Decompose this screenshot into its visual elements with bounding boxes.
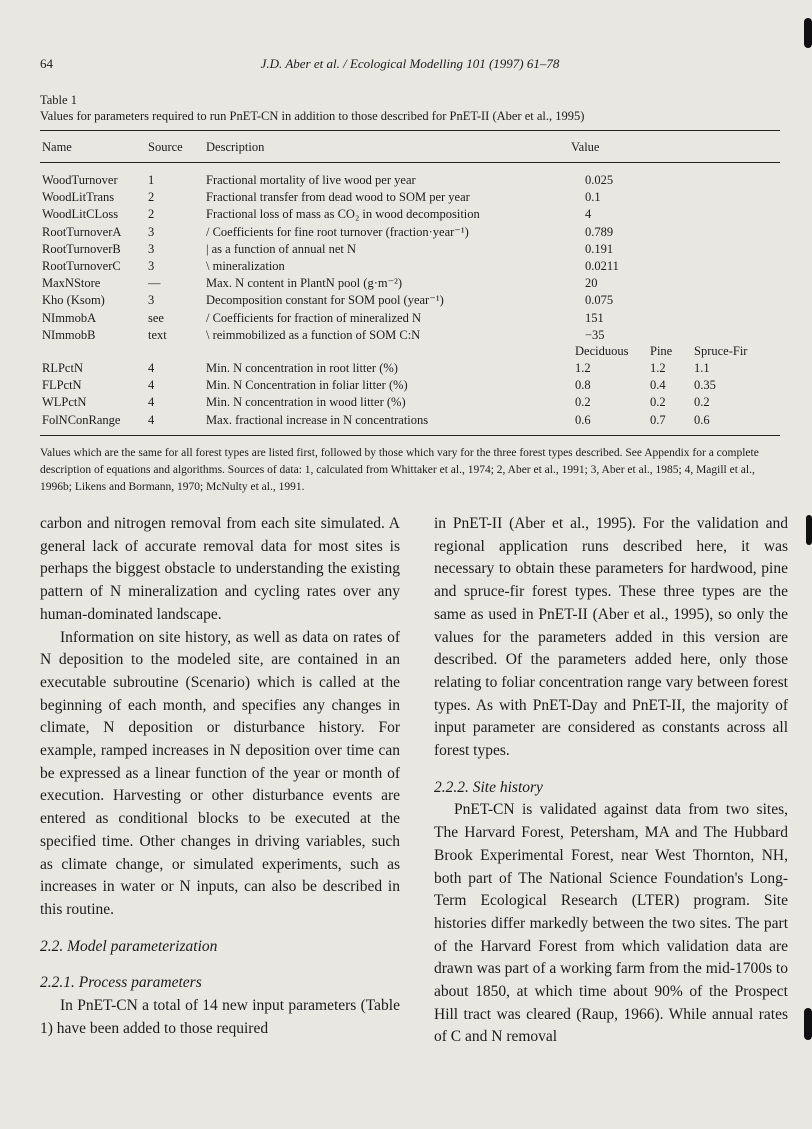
table-cell-name: RootTurnoverA — [42, 224, 122, 239]
table-cell-source: 1 — [148, 173, 155, 187]
section-heading: 2.2. Model parameterization — [40, 937, 218, 955]
table-cell-spruce-fir: 0.6 — [694, 412, 710, 427]
table-cell-value: 20 — [585, 276, 598, 291]
table-cell-description: \ reimmobilized as a function of SOM C:N — [206, 327, 421, 342]
table-cell-name: WoodLitTrans — [42, 190, 115, 205]
table-cell-value: −35 — [585, 327, 605, 342]
col-header-source: Source — [148, 140, 183, 154]
table-cell-source: 4 — [148, 412, 155, 427]
table-cell-source: 4 — [148, 361, 155, 375]
table-cell-name: WLPctN — [42, 395, 87, 410]
table-cell-pine: 1.2 — [650, 361, 666, 375]
table-label: Table 1 — [40, 93, 77, 107]
table-cell-name: RLPctN — [42, 361, 83, 375]
table-cell-deciduous: 0.2 — [575, 395, 591, 410]
table-top-rule — [40, 130, 780, 131]
subsection-heading: 2.2.1. Process parameters — [40, 974, 202, 992]
table-cell-name: MaxNStore — [42, 276, 101, 291]
table-cell-description: / Coefficients for fraction of mineralized N — [206, 310, 421, 325]
table-cell-description: / Coefficients for fine root turnover (fraction·year⁻¹) — [206, 224, 469, 239]
table-cell-value: 151 — [585, 310, 604, 325]
table-header-rule — [40, 162, 780, 163]
table-cell-source: 3 — [148, 259, 155, 273]
table-cell-name: FolNConRange — [42, 412, 121, 427]
table-cell-value: 0.0211 — [585, 259, 619, 273]
table-cell-value: 4 — [585, 207, 592, 222]
table-cell-value: 0.075 — [585, 293, 614, 308]
table-cell-name: WoodLitCLoss — [42, 207, 119, 222]
running-title: J.D. Aber et al. / Ecological Modelling 101 (1997) 61–78 — [260, 56, 560, 71]
table-footnote: Values which are the same for all forest types are listed first, followed by those which vary for the three forest types described. See Appendix for a complete description of equations and algorithms. Sources of data: 1, calculated from Whittaker et al., 1974; 2, Aber et al., 1991; 3, Aber et al., 1985; 4, Magill et al., 1996b; Likens and Bormann, 1970; McNulty et al., 1991. — [40, 447, 759, 493]
table-cell-source: 4 — [148, 378, 155, 393]
table-cell-source: 2 — [148, 190, 155, 205]
table-cell-description: Max. fractional increase in N concentrations — [206, 412, 429, 427]
col-header-name: Name — [42, 140, 72, 154]
table-cell-source: — — [148, 276, 161, 291]
table-bottom-rule — [40, 435, 780, 436]
table-cell-pine: 0.4 — [650, 378, 666, 393]
table-cell-source: 3 — [148, 293, 155, 308]
table-cell-name: RootTurnoverC — [42, 259, 121, 273]
table-cell-pine: 0.7 — [650, 412, 666, 427]
table-cell-description: Min. N concentration in wood litter (%) — [206, 395, 406, 410]
table-cell-value: 0.1 — [585, 190, 601, 205]
col-header-deciduous: Deciduous — [575, 344, 629, 358]
table-cell-deciduous: 0.8 — [575, 378, 591, 393]
table-cell-spruce-fir: 0.35 — [694, 378, 716, 393]
col-header-description: Description — [206, 140, 265, 154]
table-cell-value: 0.789 — [585, 224, 614, 239]
table-caption — [40, 92, 780, 124]
table-cell-source: see — [148, 310, 164, 325]
table-cell-source: text — [148, 327, 167, 342]
paragraph: in PnET-II (Aber et al., 1995). For the validation and regional application runs described here, it was necessary to obtain these parameters for hardwood, pine and spruce-fir forest types. These three types are the same as used in PnET-II (Aber et al., 1995), so only the values for the parameters added in this version are described. Of the parameters added here, only those relating to foliar concentration range vary between forest types. As with PnET-Day and PnET-II, the majority of input parameter are considered as constants across all forest types. — [434, 515, 788, 760]
subsection-heading: 2.2.2. Site history — [434, 778, 543, 796]
table-caption-text: Values for parameters required to run PnET-CN in addition to those described for PnET-II (Aber et al., 1995) — [40, 109, 585, 123]
table-cell-name: WoodTurnover — [42, 173, 118, 187]
table-cell-description: Fractional transfer from dead wood to SOM per year — [206, 190, 470, 205]
right-column — [434, 513, 788, 1049]
table-cell-description: Fractional loss of mass as CO₂ in wood decomposition — [206, 207, 480, 222]
table-cell-description: | as a function of annual net N — [206, 241, 357, 256]
table-cell-source: 3 — [148, 224, 155, 239]
table-cell-pine: 0.2 — [650, 395, 666, 410]
table-cell-deciduous: 1.2 — [575, 361, 591, 375]
paragraph: PnET-CN is validated against data from two sites, The Harvard Forest, Petersham, MA and The Hubbard Brook Experimental Forest, near West Thornton, NH, both part of The National Science Foundation's Long-Term Ecological Research (LTER) program. Site histories differ markedly between the two sites. The part of the Harvard Forest from which validation data are drawn was part of a working farm from the mid-1700s to about 1850, at which time about 90% of the Prospect Hill tract was cleared (Raup, 1966). While annual rates of C and N removal — [434, 801, 788, 1046]
page-edge-mark — [804, 1008, 812, 1040]
col-header-value: Value — [571, 140, 600, 154]
table-cell-source: 4 — [148, 395, 155, 410]
table-cell-name: NImmobA — [42, 310, 97, 325]
paragraph: Information on site history, as well as data on rates of N deposition to the modeled site, are contained in an executable subroutine (Scenario) which is called at the beginning of each month, and specifies any changes in climate, N deposition or disturbance history. For example, ramped increases in N deposition over time can be expressed as a linear function of the year or month of execution. Harvesting or other disturbance events are entered as conditional blocks to be executed at the specified time. Other changes in driving variables, such as climate change, or simulated experiments, such as increases in water or N inputs, can also be described in this routine. — [40, 628, 400, 918]
page-edge-mark — [804, 18, 812, 48]
table-cell-description: Fractional mortality of live wood per year — [206, 173, 416, 187]
left-column — [40, 513, 400, 1040]
table-cell-value: 0.191 — [585, 241, 614, 256]
table-cell-name: Kho (Ksom) — [42, 293, 105, 308]
table-cell-name: RootTurnoverB — [42, 241, 121, 256]
paragraph: carbon and nitrogen removal from each site simulated. A general lack of accurate removal data for most sites is perhaps the biggest obstacle to understanding the existing pattern of N mineralization and cycling rates over any human-dominated landscape. — [40, 515, 400, 623]
table-cell-value: 0.025 — [585, 173, 614, 187]
col-header-spruce-fir: Spruce-Fir — [694, 344, 748, 358]
table-cell-description: Min. N Concentration in foliar litter (%) — [206, 378, 408, 393]
table-cell-description: Min. N concentration in root litter (%) — [206, 361, 398, 375]
page-number: 64 — [40, 56, 53, 71]
col-header-pine: Pine — [650, 344, 673, 358]
table-cell-description: Decomposition constant for SOM pool (year⁻¹) — [206, 293, 444, 308]
table-cell-deciduous: 0.6 — [575, 412, 591, 427]
table-cell-description: \ mineralization — [206, 259, 285, 273]
table-cell-description: Max. N content in PlantN pool (g·m⁻²) — [206, 276, 403, 291]
table-cell-source: 2 — [148, 207, 155, 222]
page-edge-mark — [806, 515, 812, 545]
table-cell-spruce-fir: 1.1 — [694, 361, 710, 375]
table-cell-name: FLPctN — [42, 378, 82, 393]
paragraph: In PnET-CN a total of 14 new input parameters (Table 1) have been added to those required — [40, 997, 400, 1037]
table-cell-name: NImmobB — [42, 327, 96, 342]
table-cell-source: 3 — [148, 241, 155, 256]
table-cell-spruce-fir: 0.2 — [694, 395, 710, 410]
